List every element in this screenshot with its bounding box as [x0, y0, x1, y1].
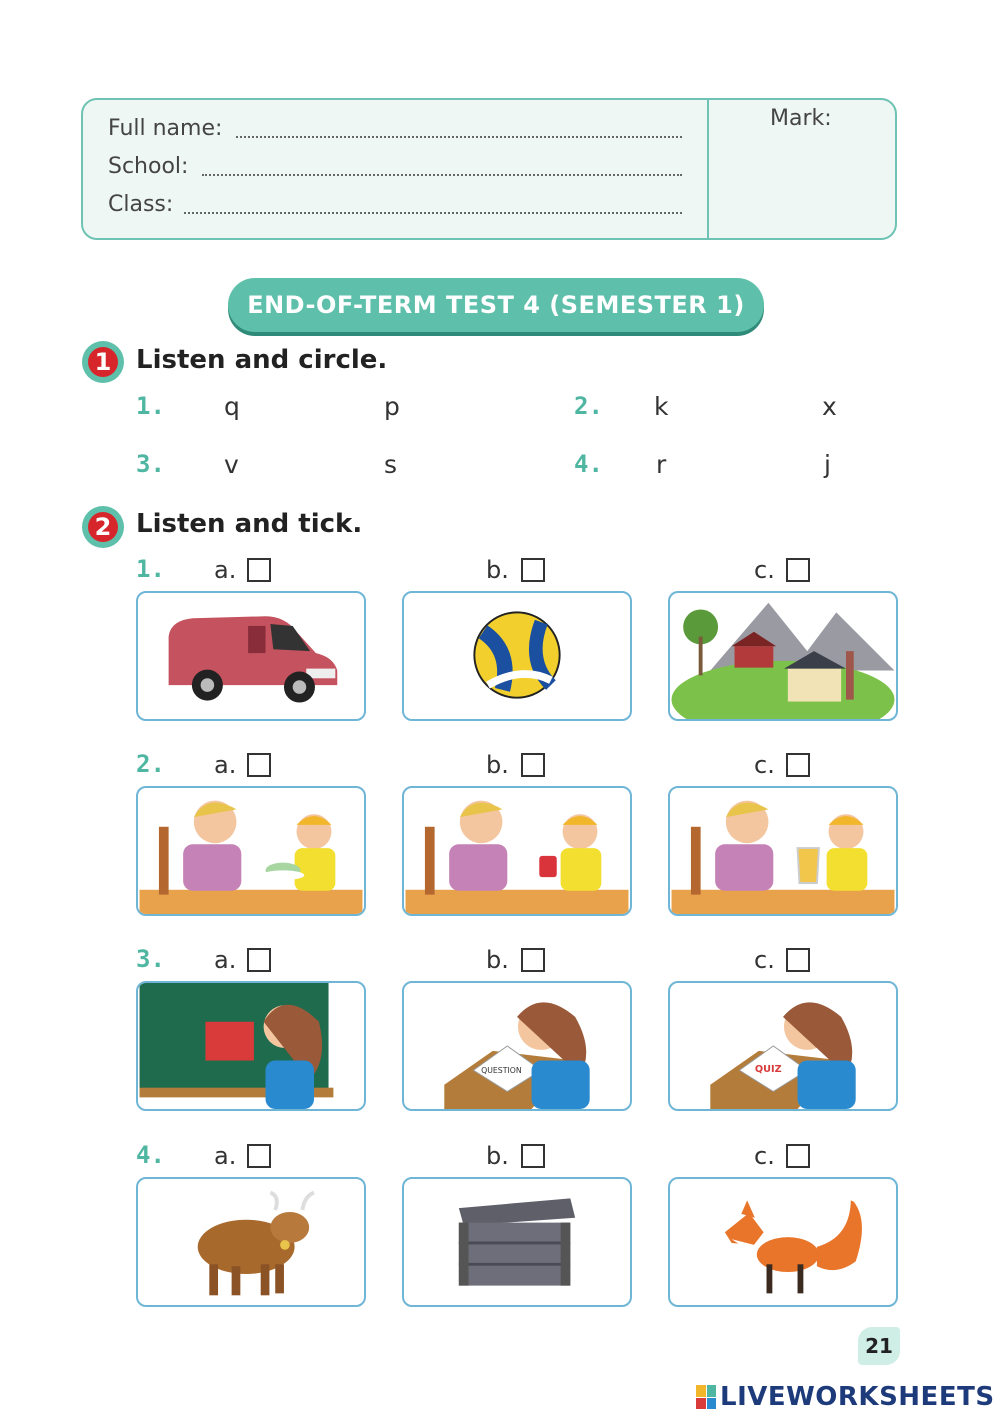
circle-item-3-number: 3.: [136, 450, 165, 478]
tick-row-2-number: 2.: [136, 750, 165, 778]
section-2-number: 2: [88, 512, 118, 542]
girl-quiz-picture: [668, 981, 898, 1111]
tick-row-2-box-c[interactable]: [786, 753, 810, 777]
liveworksheets-icon: [696, 1385, 716, 1409]
tick-row-3-box-c[interactable]: [786, 948, 810, 972]
village-picture: [668, 591, 898, 721]
tick-row-2-label-a: a.: [214, 751, 237, 779]
tick-row-2-box-a[interactable]: [247, 753, 271, 777]
tick-row-1-box-b[interactable]: [521, 558, 545, 582]
man-boy-cake-picture: [136, 786, 366, 916]
circle-item-2-option-a[interactable]: k: [654, 392, 669, 421]
mark-label: Mark:: [770, 106, 832, 131]
header-divider: [707, 98, 709, 240]
tick-row-1-label-c: c.: [754, 556, 775, 584]
section-1-title: Listen and circle.: [136, 345, 388, 375]
tick-row-2-box-b[interactable]: [521, 753, 545, 777]
school-label: School:: [108, 154, 189, 179]
quiz-text: QUIZ: [754, 1064, 782, 1076]
girl-board-picture: [136, 981, 366, 1111]
circle-item-1-number: 1.: [136, 392, 165, 420]
circle-item-1-option-a[interactable]: q: [224, 392, 240, 421]
tick-row-4-box-b[interactable]: [521, 1144, 545, 1168]
section-1-number: 1: [88, 347, 118, 377]
tick-row-1-box-a[interactable]: [247, 558, 271, 582]
circle-item-1-option-b[interactable]: p: [384, 392, 400, 421]
van-picture: [136, 591, 366, 721]
tick-row-4-box-a[interactable]: [247, 1144, 271, 1168]
circle-item-2-option-b[interactable]: x: [822, 392, 837, 421]
tick-row-1-label-b: b.: [486, 556, 509, 584]
tick-row-4-box-c[interactable]: [786, 1144, 810, 1168]
tick-row-3-box-b[interactable]: [521, 948, 545, 972]
tick-row-4-number: 4.: [136, 1141, 165, 1169]
circle-item-3-option-a[interactable]: v: [224, 450, 239, 479]
liveworksheets-logo: [696, 1382, 995, 1412]
class-label: Class:: [108, 192, 174, 217]
page-number: 21: [858, 1327, 900, 1365]
tick-row-1-label-a: a.: [214, 556, 237, 584]
tick-row-1-number: 1.: [136, 555, 165, 583]
fox-picture: [668, 1177, 898, 1307]
brand-text: LIVEWORKSHEETS: [720, 1382, 995, 1412]
tick-row-2-label-c: c.: [754, 751, 775, 779]
section-2-title: Listen and tick.: [136, 509, 363, 539]
school-field[interactable]: [202, 174, 682, 176]
tick-row-3-label-b: b.: [486, 946, 509, 974]
circle-item-2-number: 2.: [574, 392, 603, 420]
circle-item-4-option-b[interactable]: j: [824, 450, 831, 479]
girl-question-picture: [402, 981, 632, 1111]
man-boy-jug-picture: [668, 786, 898, 916]
tick-row-3-label-c: c.: [754, 946, 775, 974]
tick-row-4-label-b: b.: [486, 1142, 509, 1170]
volleyball-picture: [402, 591, 632, 721]
tick-row-1-box-c[interactable]: [786, 558, 810, 582]
full-name-label: Full name:: [108, 116, 223, 141]
tick-row-4-label-a: a.: [214, 1142, 237, 1170]
tick-row-3-label-a: a.: [214, 946, 237, 974]
section-1-number-badge: [82, 341, 124, 383]
circle-item-4-number: 4.: [574, 450, 603, 478]
class-field[interactable]: [184, 212, 682, 214]
section-2-number-badge: [82, 506, 124, 548]
tick-row-3-number: 3.: [136, 945, 165, 973]
tick-row-3-box-a[interactable]: [247, 948, 271, 972]
box-picture: [402, 1177, 632, 1307]
tick-row-4-label-c: c.: [754, 1142, 775, 1170]
full-name-field[interactable]: [236, 136, 682, 138]
tick-row-2-label-b: b.: [486, 751, 509, 779]
circle-item-4-option-a[interactable]: r: [656, 450, 667, 479]
test-title: END-OF-TERM TEST 4 (SEMESTER 1): [228, 278, 764, 332]
ox-picture: [136, 1177, 366, 1307]
question-text: QUESTION: [481, 1066, 522, 1076]
man-boy-juice-picture: [402, 786, 632, 916]
circle-item-3-option-b[interactable]: s: [384, 450, 398, 479]
